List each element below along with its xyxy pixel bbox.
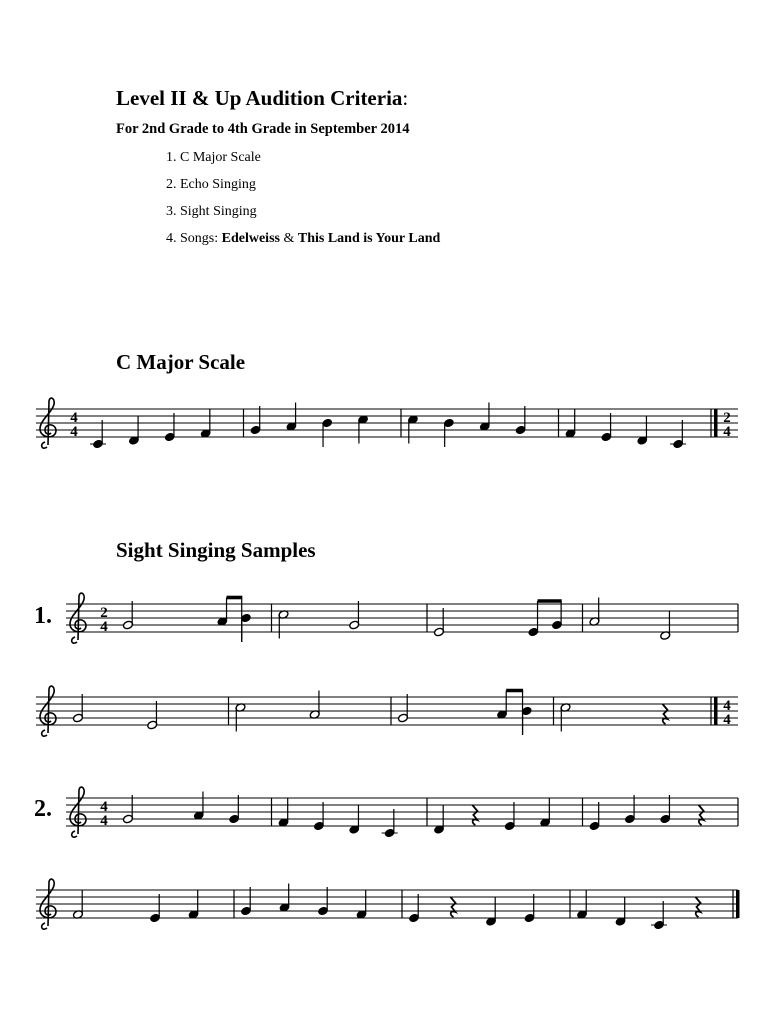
song-ampersand: &	[279, 231, 298, 246]
time-signature-change-top: 4	[723, 698, 731, 714]
criteria-number: 4.	[166, 231, 177, 246]
time-signature-bottom: 4	[70, 424, 78, 440]
criteria-item-1	[166, 150, 261, 166]
section-title-scale: C Major Scale	[116, 350, 246, 374]
song-this-land: This Land is Your Land	[297, 231, 441, 246]
criteria-item-4	[166, 231, 440, 247]
staff-system-sample1-line2	[0, 673, 768, 753]
time-signature-top: 2	[100, 605, 108, 621]
quarter-rest-icon	[663, 704, 668, 724]
time-signature-change-top: 2	[723, 410, 731, 426]
example-number-1: 1.	[34, 603, 52, 629]
final-barline-thick	[714, 409, 718, 437]
time-signature-change-bottom: 4	[723, 712, 731, 728]
criteria-text: Echo Singing	[180, 177, 256, 192]
quarter-rest-icon	[699, 805, 704, 825]
quarter-rest-icon	[472, 805, 477, 825]
song-edelweiss: Edelweiss	[221, 231, 280, 246]
criteria-item-2	[166, 177, 256, 193]
title-colon: :	[402, 86, 409, 110]
criteria-number: 1.	[166, 150, 177, 165]
title-text: Level II & Up Audition Criteria	[116, 86, 403, 110]
example-number-2: 2.	[34, 796, 52, 822]
quarter-rest-icon	[696, 897, 701, 917]
criteria-item-3	[166, 204, 257, 220]
time-signature-top: 4	[100, 799, 108, 815]
final-barline-thick	[736, 890, 740, 918]
staff-system-scale	[0, 385, 768, 465]
criteria-number: 3.	[166, 204, 177, 219]
final-barline-thick	[714, 697, 718, 725]
subtitle: For 2nd Grade to 4th Grade in September 2014	[116, 121, 410, 137]
quarter-rest-icon	[451, 897, 456, 917]
time-signature-bottom: 4	[100, 813, 108, 829]
criteria-text: Songs:	[180, 231, 222, 246]
section-title-samples: Sight Singing Samples	[116, 538, 316, 562]
time-signature-top: 4	[70, 410, 78, 426]
staff-system-sample2-line2	[0, 866, 768, 946]
criteria-text: C Major Scale	[180, 150, 261, 165]
page-title	[116, 86, 408, 111]
staff-system-sample1-line1	[0, 580, 768, 660]
staff-system-sample2-line1	[0, 774, 768, 854]
criteria-number: 2.	[166, 177, 177, 192]
time-signature-change-bottom: 4	[723, 424, 731, 440]
time-signature-bottom: 4	[100, 619, 108, 635]
criteria-text: Sight Singing	[180, 204, 257, 219]
